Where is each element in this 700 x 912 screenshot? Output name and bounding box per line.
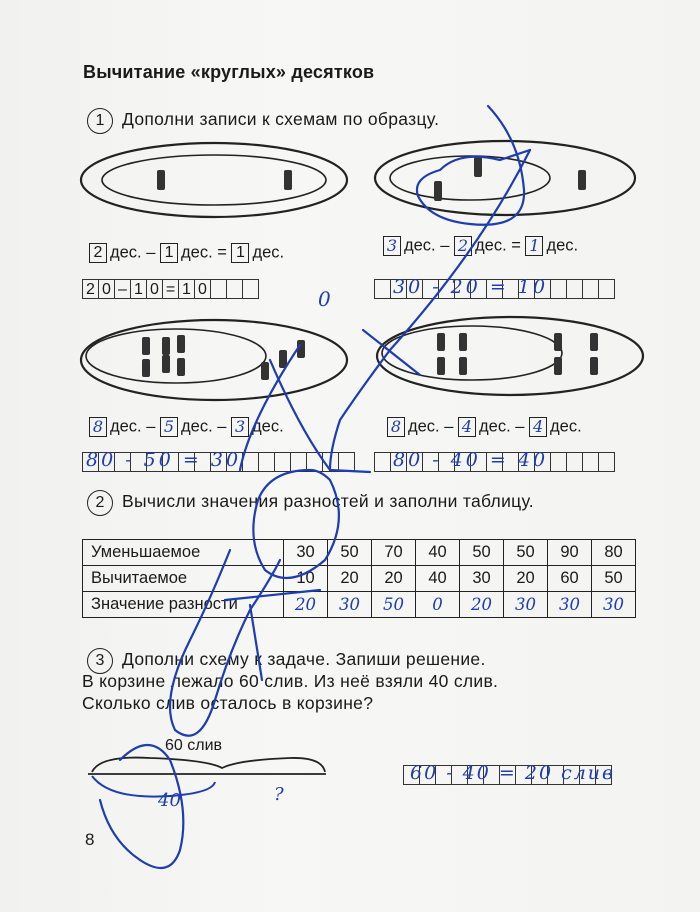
grid-cell[interactable]: 1 (130, 279, 147, 299)
page-title: Вычитание «круглых» десятков (83, 62, 375, 82)
task-1-text: Дополни записи к схемам по образцу. (122, 109, 440, 129)
grid-cell[interactable]: 0 (98, 279, 115, 299)
table-cell: 30 (460, 566, 504, 592)
answer-box[interactable]: 3 (383, 236, 401, 256)
grid-cell[interactable]: 0 (146, 279, 163, 299)
answer-box[interactable]: 1 (160, 243, 178, 263)
table-cell: 50 (504, 540, 548, 566)
table-cell[interactable]: 30 (328, 592, 372, 618)
table-cell: 40 (416, 566, 460, 592)
table-cell[interactable]: 0 (416, 592, 460, 618)
table-cell: 60 (548, 566, 592, 592)
task-3-instruction: Дополни схему к задаче. Запиши решение. (122, 649, 486, 669)
table-cell: 40 (416, 540, 460, 566)
grid-cell[interactable]: = (162, 279, 179, 299)
scheme-total-label: 60 слив (165, 737, 223, 754)
table-cell: 90 (548, 540, 592, 566)
table-cell: 80 (592, 540, 636, 566)
grid-cell[interactable]: – (114, 279, 131, 299)
expr-row2-right: 8 дес. – 4 дес. – 4 дес. (387, 417, 582, 437)
scribble (225, 590, 320, 600)
task-3-problem-line2: Сколько слив осталось в корзине? (82, 693, 374, 713)
row-label: Значение разности (83, 592, 284, 618)
expr-row2-left: 8 дес. – 5 дес. – 3 дес. (89, 417, 284, 437)
grid-cell[interactable]: 2 (82, 279, 99, 299)
row-label: Уменьшаемое (83, 540, 284, 566)
answer-box[interactable]: 4 (529, 417, 547, 437)
scribble (253, 470, 339, 578)
stray-mark: 0 (318, 287, 331, 311)
answer-box[interactable]: 8 (387, 417, 405, 437)
table-cell: 10 (284, 566, 328, 592)
handwritten-part-unknown: ? (274, 784, 284, 805)
answer-box[interactable]: 2 (454, 236, 472, 256)
task-1-number: 1 (87, 108, 113, 134)
table-cell[interactable]: 20 (284, 592, 328, 618)
scribble (170, 550, 280, 736)
answer-box[interactable]: 5 (160, 417, 178, 437)
answer-box[interactable]: 3 (231, 417, 249, 437)
table-cell[interactable]: 20 (460, 592, 504, 618)
table-cell: 50 (328, 540, 372, 566)
handwritten-expression: 80 - 50 = 30 (86, 449, 242, 471)
scribble (330, 150, 530, 470)
table-cell: 70 (372, 540, 416, 566)
answer-box[interactable]: 1 (525, 236, 543, 256)
scribble (270, 360, 370, 472)
table-cell: 50 (460, 540, 504, 566)
handwritten-solution: 60 - 40 = 20 слив (410, 762, 616, 784)
task-2-number: 2 (87, 490, 113, 516)
table-cell: 20 (372, 566, 416, 592)
scribble (100, 745, 183, 868)
answer-box[interactable]: 2 (89, 243, 107, 263)
answer-box[interactable]: 1 (231, 243, 249, 263)
table-cell[interactable]: 30 (548, 592, 592, 618)
table-cell[interactable]: 30 (504, 592, 548, 618)
expr-row1-left: 2 дес. – 1 дес. = 1 дес. (89, 243, 284, 263)
table-cell: 50 (592, 566, 636, 592)
table-cell: 20 (328, 566, 372, 592)
task-2-text: Вычисли значения разностей и заполни таблицу. (122, 491, 534, 511)
table-cell[interactable]: 50 (372, 592, 416, 618)
answer-box[interactable]: 4 (458, 417, 476, 437)
expr-row1-right: 3 дес. – 2 дес. = 1 дес. (383, 236, 578, 256)
grid-cell[interactable]: 1 (178, 279, 195, 299)
handwritten-expression: 30 - 20 = 10 (393, 276, 549, 298)
page-number: 8 (85, 830, 95, 849)
scribble (250, 605, 262, 680)
handwritten-expression: 80 - 40 = 40 (393, 449, 549, 471)
row-label: Вычитаемое (83, 566, 284, 592)
table-cell[interactable]: 30 (592, 592, 636, 618)
grid-cell[interactable]: 0 (194, 279, 211, 299)
task-3-problem-line1: В корзине лежало 60 слив. Из неё взяли 40 слив. (82, 671, 499, 691)
table-cell: 20 (504, 566, 548, 592)
task-3-number: 3 (87, 648, 113, 674)
handwritten-part-taken: 40 (158, 790, 181, 811)
answer-box[interactable]: 8 (89, 417, 107, 437)
scribble (363, 330, 420, 375)
scribble (417, 106, 524, 225)
table-cell: 30 (284, 540, 328, 566)
